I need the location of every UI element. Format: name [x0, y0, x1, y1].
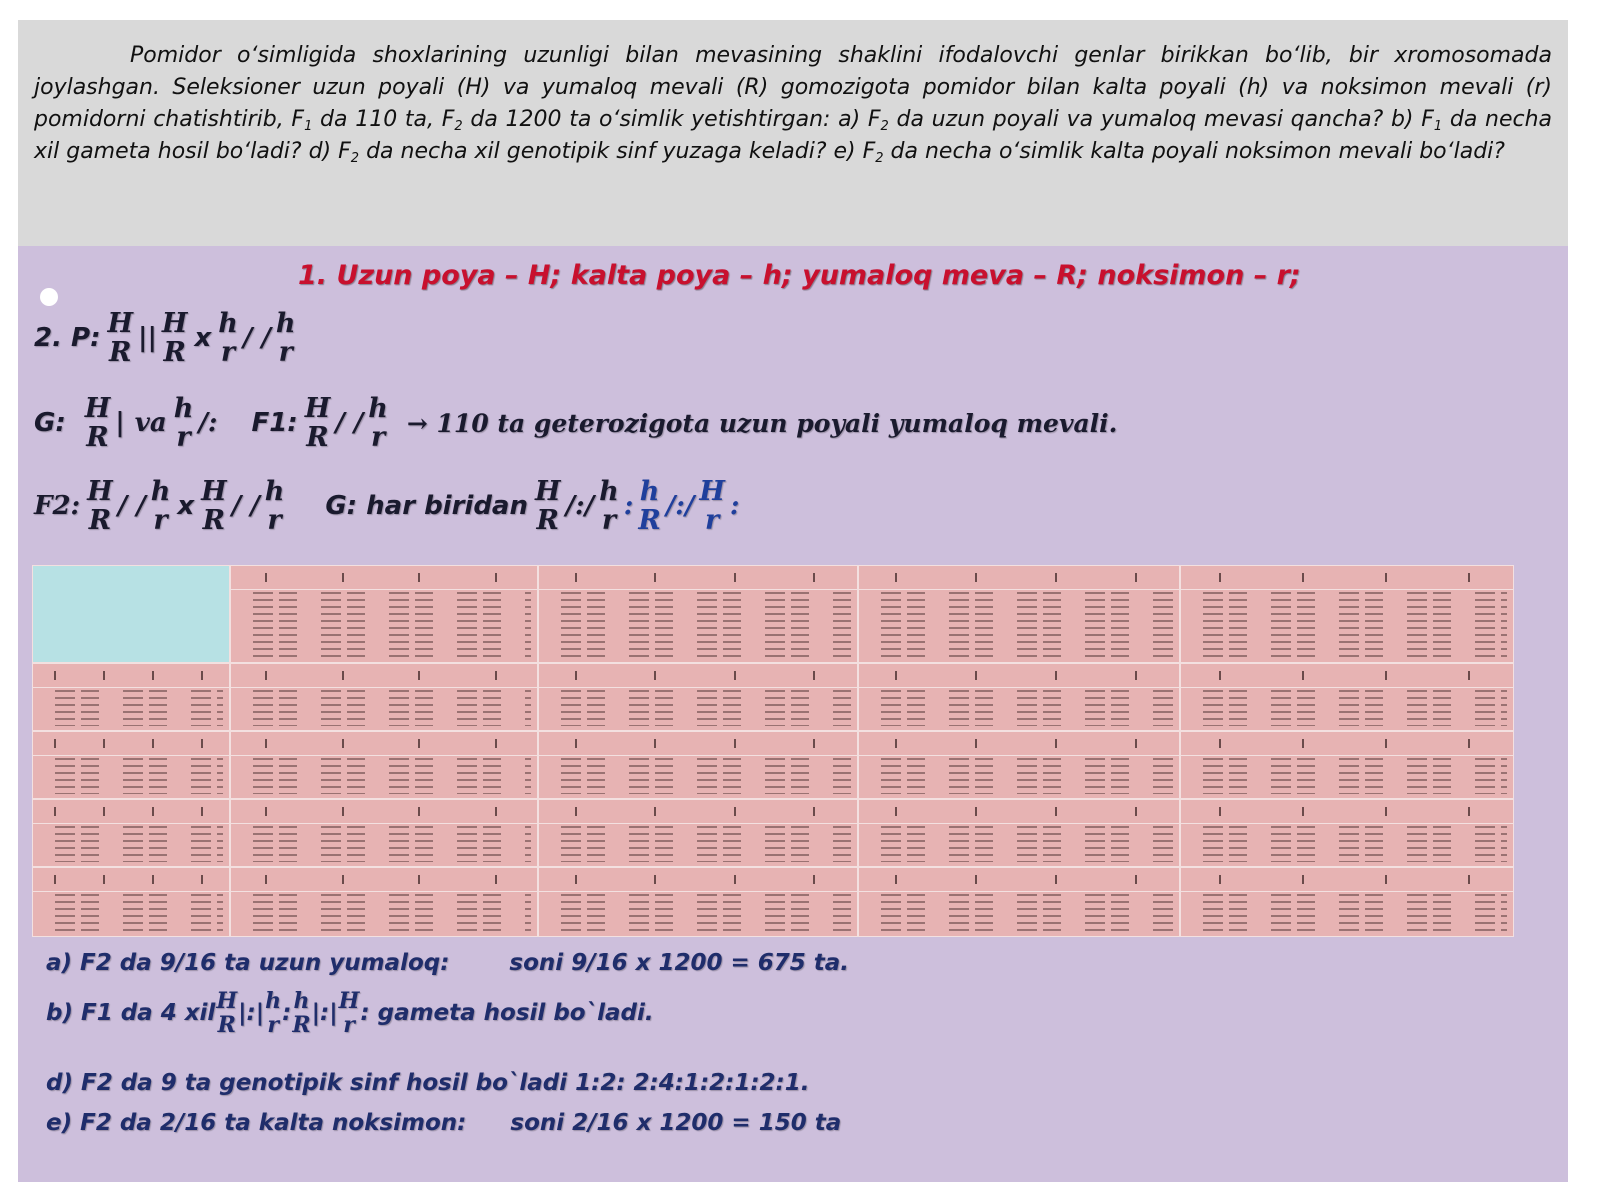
punnett-header-mark: [342, 875, 350, 884]
punnett-cell: [538, 731, 858, 799]
genotype-fraction: [265, 990, 281, 1036]
gametes-f1-row: [34, 395, 1123, 451]
punnett-header-mark: [495, 807, 503, 816]
problem-part: da 1200 ta o‘simlik yetishtirgan: a) F: [462, 107, 881, 132]
punnett-header-mark: [1219, 875, 1227, 884]
punnett-cell: [1180, 867, 1514, 937]
punnett-cell-header: [859, 664, 1179, 688]
punnett-cell-header: [539, 732, 857, 756]
frac-top: H: [338, 988, 360, 1014]
frac-bottom: R: [202, 505, 226, 536]
punnett-cell: [858, 565, 1180, 663]
colon: :: [623, 491, 634, 521]
punnett-cell: [538, 663, 858, 731]
punnett-cell: [230, 799, 538, 867]
punnett-cell-lines: [245, 690, 531, 726]
punnett-cell-header: [859, 800, 1179, 824]
punnett-cell-header: [33, 732, 229, 756]
punnett-cell-lines: [47, 826, 223, 862]
genotype-fraction: [265, 478, 285, 534]
frac-bottom: R: [292, 1012, 311, 1038]
punnett-cell-header: [859, 732, 1179, 756]
answer-e-right: soni 2/16 x 1200 = 150 ta: [510, 1110, 842, 1136]
punnett-header-mark: [734, 875, 742, 884]
punnett-header-mark: [1219, 671, 1227, 680]
punnett-cell: [858, 799, 1180, 867]
punnett-cell-lines: [245, 592, 531, 658]
punnett-header-mark: [103, 807, 111, 816]
bullet-dot: [40, 288, 58, 306]
punnett-header-mark: [342, 573, 350, 582]
answer-a: [46, 950, 849, 976]
punnett-cell-lines: [553, 758, 851, 794]
colon: :: [282, 1000, 292, 1026]
punnett-header-mark: [265, 807, 273, 816]
punnett-header-mark: [1385, 671, 1393, 680]
punnett-header-mark: [152, 807, 160, 816]
punnett-cell-header: [539, 664, 857, 688]
punnett-cell-lines: [553, 592, 851, 658]
punnett-header-mark: [103, 875, 111, 884]
punnett-cell-lines: [1195, 690, 1507, 726]
word-va: va: [134, 408, 167, 438]
punnett-cell: [538, 867, 858, 937]
punnett-cell-header: [231, 800, 537, 824]
punnett-header-mark: [342, 807, 350, 816]
frac-top: h: [218, 308, 238, 339]
frac-top: H: [201, 476, 227, 507]
frac-top: h: [599, 476, 619, 507]
frac-bottom: R: [88, 505, 112, 536]
frac-top: h: [368, 393, 388, 424]
punnett-cell-lines: [873, 894, 1173, 932]
f1-description: → 110 ta geterozigota uzun poyali yumaloq mevali.: [406, 408, 1118, 438]
frac-top: H: [84, 393, 111, 424]
punnett-cell-lines: [47, 894, 223, 932]
genotype-fraction: [368, 395, 388, 451]
punnett-header-mark: [342, 739, 350, 748]
problem-part: Pomidor o‘simligida shoxlarining uzunligi bilan mevasining shaklini ifodalovchi genlar birikkan bo‘lib, bir xromosomada joylashgan. Seleksioner uzun poyali (H) va yumaloq mevali (R) gomozigota pomidor bilan kalta poyali (h) va noksimon mevali (r) pomidorni chatishtirib, F: [34, 43, 1552, 132]
genotype-fraction: [292, 990, 310, 1036]
punnett-header-mark: [1302, 739, 1310, 748]
punnett-header-mark: [103, 671, 111, 680]
subscript: 1: [1433, 119, 1443, 134]
punnett-header-mark: [895, 875, 903, 884]
problem-part: da uzun poyali va yumaloq mevasi qancha? b) F: [888, 107, 1434, 132]
punnett-header-mark: [201, 671, 209, 680]
punnett-cell-header: [231, 732, 537, 756]
punnett-header-mark: [575, 807, 583, 816]
punnett-header-mark: [201, 739, 209, 748]
punnett-header-mark: [1468, 671, 1476, 680]
genotype-fraction: [162, 310, 188, 366]
punnett-cell-header: [1181, 732, 1513, 756]
punnett-header-mark: [495, 739, 503, 748]
frac-bottom: r: [267, 505, 282, 536]
punnett-cell: [858, 663, 1180, 731]
punnett-header-mark: [1135, 573, 1143, 582]
chromosome-sep: / /: [335, 408, 364, 438]
genotype-fraction: [107, 310, 133, 366]
punnett-cell: [858, 731, 1180, 799]
frac-bottom: r: [343, 1012, 355, 1038]
punnett-header-mark: [103, 739, 111, 748]
subscript: 1: [304, 119, 313, 134]
chromosome-sep: /:/: [565, 491, 595, 521]
punnett-cell: [32, 663, 230, 731]
punnett-header-mark: [654, 573, 662, 582]
punnett-cell: [538, 565, 858, 663]
punnett-header-mark: [265, 671, 273, 680]
problem-part: da necha xil gameta hosil bo‘ladi? d) F: [34, 107, 1553, 164]
cross-symbol: x: [194, 323, 212, 353]
punnett-corner: [32, 565, 230, 663]
punnett-header-mark: [1385, 807, 1393, 816]
punnett-header-mark: [495, 875, 503, 884]
punnett-header-mark: [1468, 875, 1476, 884]
punnett-header-mark: [201, 807, 209, 816]
punnett-header-mark: [1219, 739, 1227, 748]
punnett-cell-header: [1181, 566, 1513, 590]
frac-bottom: r: [153, 505, 168, 536]
punnett-header-mark: [418, 807, 426, 816]
punnett-header-mark: [895, 739, 903, 748]
frac-bottom: r: [220, 337, 236, 368]
punnett-header-mark: [1468, 739, 1476, 748]
frac-bottom: R: [163, 337, 186, 368]
cross-symbol: x: [177, 491, 195, 521]
punnett-header-mark: [975, 671, 983, 680]
punnett-header-mark: [54, 875, 62, 884]
punnett-cell-lines: [873, 826, 1173, 862]
punnett-header-mark: [575, 739, 583, 748]
punnett-cell: [32, 799, 230, 867]
answer-b-left: b) F1 da 4 xil: [46, 1000, 216, 1026]
punnett-header-mark: [975, 875, 983, 884]
chromosome-sep: |:|: [238, 1000, 265, 1026]
genotype-fraction: [339, 990, 360, 1036]
punnett-cell-lines: [553, 894, 851, 932]
frac-top: h: [264, 476, 285, 507]
punnett-header-mark: [813, 671, 821, 680]
punnett-cell-header: [859, 566, 1179, 590]
punnett-header-mark: [654, 875, 662, 884]
f2-label: F2:: [34, 491, 81, 521]
punnett-header-mark: [1055, 671, 1063, 680]
punnett-header-mark: [1219, 807, 1227, 816]
genotype-fraction: [699, 478, 725, 534]
answer-b-right: : gameta hosil bo`ladi.: [360, 1000, 654, 1026]
punnett-cell: [230, 731, 538, 799]
chromosome-sep: / /: [242, 323, 271, 353]
f2-gametes-label: G: har biridan: [325, 491, 528, 521]
punnett-cell-lines: [873, 758, 1173, 794]
frac-top: H: [535, 476, 561, 507]
frac-top: H: [161, 308, 188, 339]
chromosome-sep: / /: [117, 491, 146, 521]
chromosome-sep: / /: [231, 491, 260, 521]
punnett-header-mark: [734, 739, 742, 748]
punnett-cell-header: [33, 664, 229, 688]
frac-bottom: r: [370, 422, 386, 453]
frac-bottom: R: [638, 505, 661, 536]
frac-top: h: [173, 393, 194, 424]
frac-bottom: R: [306, 422, 329, 453]
punnett-header-mark: [1302, 875, 1310, 884]
punnett-cell: [230, 565, 538, 663]
punnett-cell-header: [539, 566, 857, 590]
punnett-cell: [1180, 731, 1514, 799]
problem-text: [34, 40, 1552, 168]
punnett-square: [32, 565, 1514, 937]
frac-top: H: [216, 988, 238, 1014]
punnett-header-mark: [1385, 875, 1393, 884]
f2-row: [34, 478, 744, 534]
punnett-header-mark: [1055, 739, 1063, 748]
punnett-cell: [230, 663, 538, 731]
punnett-header-mark: [1055, 807, 1063, 816]
punnett-cell-header: [539, 800, 857, 824]
frac-bottom: R: [217, 1012, 236, 1038]
punnett-header-mark: [201, 875, 209, 884]
punnett-header-mark: [813, 875, 821, 884]
punnett-header-mark: [813, 739, 821, 748]
punnett-header-mark: [895, 671, 903, 680]
genotype-fraction: [599, 478, 619, 534]
punnett-cell-header: [859, 868, 1179, 892]
punnett-header-mark: [1219, 573, 1227, 582]
frac-bottom: r: [705, 505, 720, 536]
punnett-header-mark: [813, 573, 821, 582]
answer-a-right: soni 9/16 x 1200 = 675 ta.: [509, 950, 850, 976]
genotype-fraction: [201, 478, 227, 534]
frac-top: H: [699, 476, 725, 507]
punnett-header-mark: [1135, 875, 1143, 884]
punnett-header-mark: [1302, 671, 1310, 680]
punnett-cell-header: [231, 868, 537, 892]
punnett-cell: [1180, 663, 1514, 731]
punnett-header-mark: [734, 671, 742, 680]
colon: :: [729, 491, 740, 521]
punnett-cell-lines: [873, 592, 1173, 658]
punnett-cell: [32, 867, 230, 937]
frac-bottom: r: [176, 422, 191, 453]
parents-label: 2. P:: [34, 323, 101, 353]
frac-bottom: R: [109, 337, 132, 368]
punnett-header-mark: [975, 573, 983, 582]
subscript: 2: [454, 119, 463, 134]
punnett-header-mark: [342, 671, 350, 680]
punnett-cell-header: [231, 664, 537, 688]
subscript: 2: [875, 151, 884, 166]
punnett-header-mark: [895, 573, 903, 582]
answer-e-left: e) F2 da 2/16 ta kalta noksimon:: [46, 1110, 467, 1136]
punnett-header-mark: [1468, 573, 1476, 582]
genotype-fraction: [638, 478, 660, 534]
frac-top: h: [265, 988, 282, 1014]
genotype-fraction: [216, 990, 237, 1036]
chromosome-sep: ||: [138, 323, 157, 353]
punnett-cell-header: [231, 566, 537, 590]
punnett-header-mark: [1135, 739, 1143, 748]
punnett-cell-header: [33, 868, 229, 892]
punnett-header-mark: [575, 573, 583, 582]
punnett-cell-header: [1181, 868, 1513, 892]
punnett-header-mark: [495, 573, 503, 582]
frac-bottom: r: [267, 1012, 279, 1038]
problem-part: da necha xil genotipik sinf yuzaga keladi? e) F: [359, 139, 876, 164]
punnett-header-mark: [1302, 573, 1310, 582]
punnett-header-mark: [1135, 807, 1143, 816]
genotype-fraction: [174, 395, 194, 451]
frac-top: H: [107, 308, 133, 339]
punnett-cell-header: [1181, 664, 1513, 688]
punnett-header-mark: [54, 671, 62, 680]
problem-statement: [18, 20, 1568, 246]
punnett-header-mark: [575, 671, 583, 680]
punnett-cell-lines: [873, 690, 1173, 726]
frac-bottom: R: [86, 422, 109, 453]
genotype-fraction: [87, 478, 113, 534]
genotype-fraction: [85, 395, 111, 451]
punnett-header-mark: [734, 573, 742, 582]
punnett-header-mark: [418, 739, 426, 748]
problem-part: da necha o‘simlik kalta poyali noksimon mevali bo‘ladi?: [883, 139, 1505, 164]
parents-row: [34, 310, 297, 366]
punnett-header-mark: [418, 573, 426, 582]
frac-bottom: r: [278, 337, 293, 368]
frac-top: h: [639, 476, 660, 507]
punnett-header-mark: [54, 739, 62, 748]
answer-b: [46, 990, 654, 1036]
punnett-header-mark: [1468, 807, 1476, 816]
gametes-label: G:: [34, 408, 66, 438]
answer-d-text: d) F2 da 9 ta genotipik sinf hosil bo`ladi 1:2: 2:4:1:2:1:2:1.: [46, 1070, 810, 1096]
answer-d: [46, 1070, 809, 1096]
punnett-cell-lines: [245, 894, 531, 932]
punnett-header-mark: [575, 875, 583, 884]
punnett-header-mark: [265, 739, 273, 748]
punnett-header-mark: [1302, 807, 1310, 816]
punnett-cell: [858, 867, 1180, 937]
answer-e: [46, 1110, 841, 1136]
punnett-cell-lines: [553, 690, 851, 726]
punnett-header-mark: [975, 807, 983, 816]
punnett-cell: [1180, 565, 1514, 663]
punnett-header-mark: [1135, 671, 1143, 680]
punnett-cell-lines: [1195, 826, 1507, 862]
genotype-fraction: [151, 478, 171, 534]
punnett-header-mark: [813, 807, 821, 816]
punnett-header-mark: [418, 671, 426, 680]
chromosome-sep: /:/: [665, 491, 695, 521]
subscript: 2: [880, 119, 889, 134]
chromosome-sep: /:: [198, 408, 218, 438]
punnett-cell-lines: [1195, 758, 1507, 794]
frac-top: h: [275, 308, 296, 339]
punnett-header-mark: [495, 671, 503, 680]
solution-step-1: 1. Uzun poya – H; kalta poya – h; yumaloq meva – R; noksimon – r;: [298, 260, 1301, 291]
f1-label: F1:: [251, 408, 298, 438]
punnett-cell-header: [539, 868, 857, 892]
chromosome-sep: |: [115, 408, 125, 438]
punnett-header-mark: [1385, 739, 1393, 748]
genotype-fraction: [305, 395, 331, 451]
punnett-header-mark: [265, 875, 273, 884]
genotype-fraction: [218, 310, 238, 366]
subscript: 2: [350, 151, 360, 166]
punnett-header-mark: [654, 739, 662, 748]
punnett-cell-header: [33, 800, 229, 824]
frac-top: h: [150, 476, 171, 507]
punnett-cell: [1180, 799, 1514, 867]
punnett-header-mark: [265, 573, 273, 582]
punnett-cell-lines: [47, 758, 223, 794]
problem-part: da 110 ta, F: [312, 107, 455, 132]
answer-a-left: a) F2 da 9/16 ta uzun yumaloq:: [46, 950, 450, 976]
punnett-cell-lines: [553, 826, 851, 862]
punnett-cell-lines: [1195, 592, 1507, 658]
genotype-fraction: [535, 478, 561, 534]
punnett-header-mark: [895, 807, 903, 816]
frac-bottom: R: [536, 505, 559, 536]
punnett-header-mark: [1055, 875, 1063, 884]
slide: [18, 20, 1568, 1182]
punnett-header-mark: [418, 875, 426, 884]
frac-top: h: [293, 988, 310, 1014]
punnett-cell-lines: [1195, 894, 1507, 932]
frac-bottom: r: [601, 505, 617, 536]
punnett-header-mark: [654, 671, 662, 680]
punnett-header-mark: [1055, 573, 1063, 582]
punnett-cell-lines: [47, 690, 223, 726]
punnett-cell: [538, 799, 858, 867]
genotype-fraction: [276, 310, 296, 366]
punnett-header-mark: [152, 671, 160, 680]
punnett-cell-lines: [245, 826, 531, 862]
punnett-header-mark: [152, 875, 160, 884]
frac-top: H: [304, 393, 331, 424]
punnett-header-mark: [734, 807, 742, 816]
chromosome-sep: |:|: [311, 1000, 338, 1026]
punnett-cell-header: [1181, 800, 1513, 824]
punnett-cell: [230, 867, 538, 937]
punnett-cell: [32, 731, 230, 799]
punnett-header-mark: [1385, 573, 1393, 582]
punnett-header-mark: [152, 739, 160, 748]
punnett-header-mark: [654, 807, 662, 816]
punnett-header-mark: [975, 739, 983, 748]
punnett-header-mark: [54, 807, 62, 816]
frac-top: H: [87, 476, 113, 507]
punnett-cell-lines: [245, 758, 531, 794]
